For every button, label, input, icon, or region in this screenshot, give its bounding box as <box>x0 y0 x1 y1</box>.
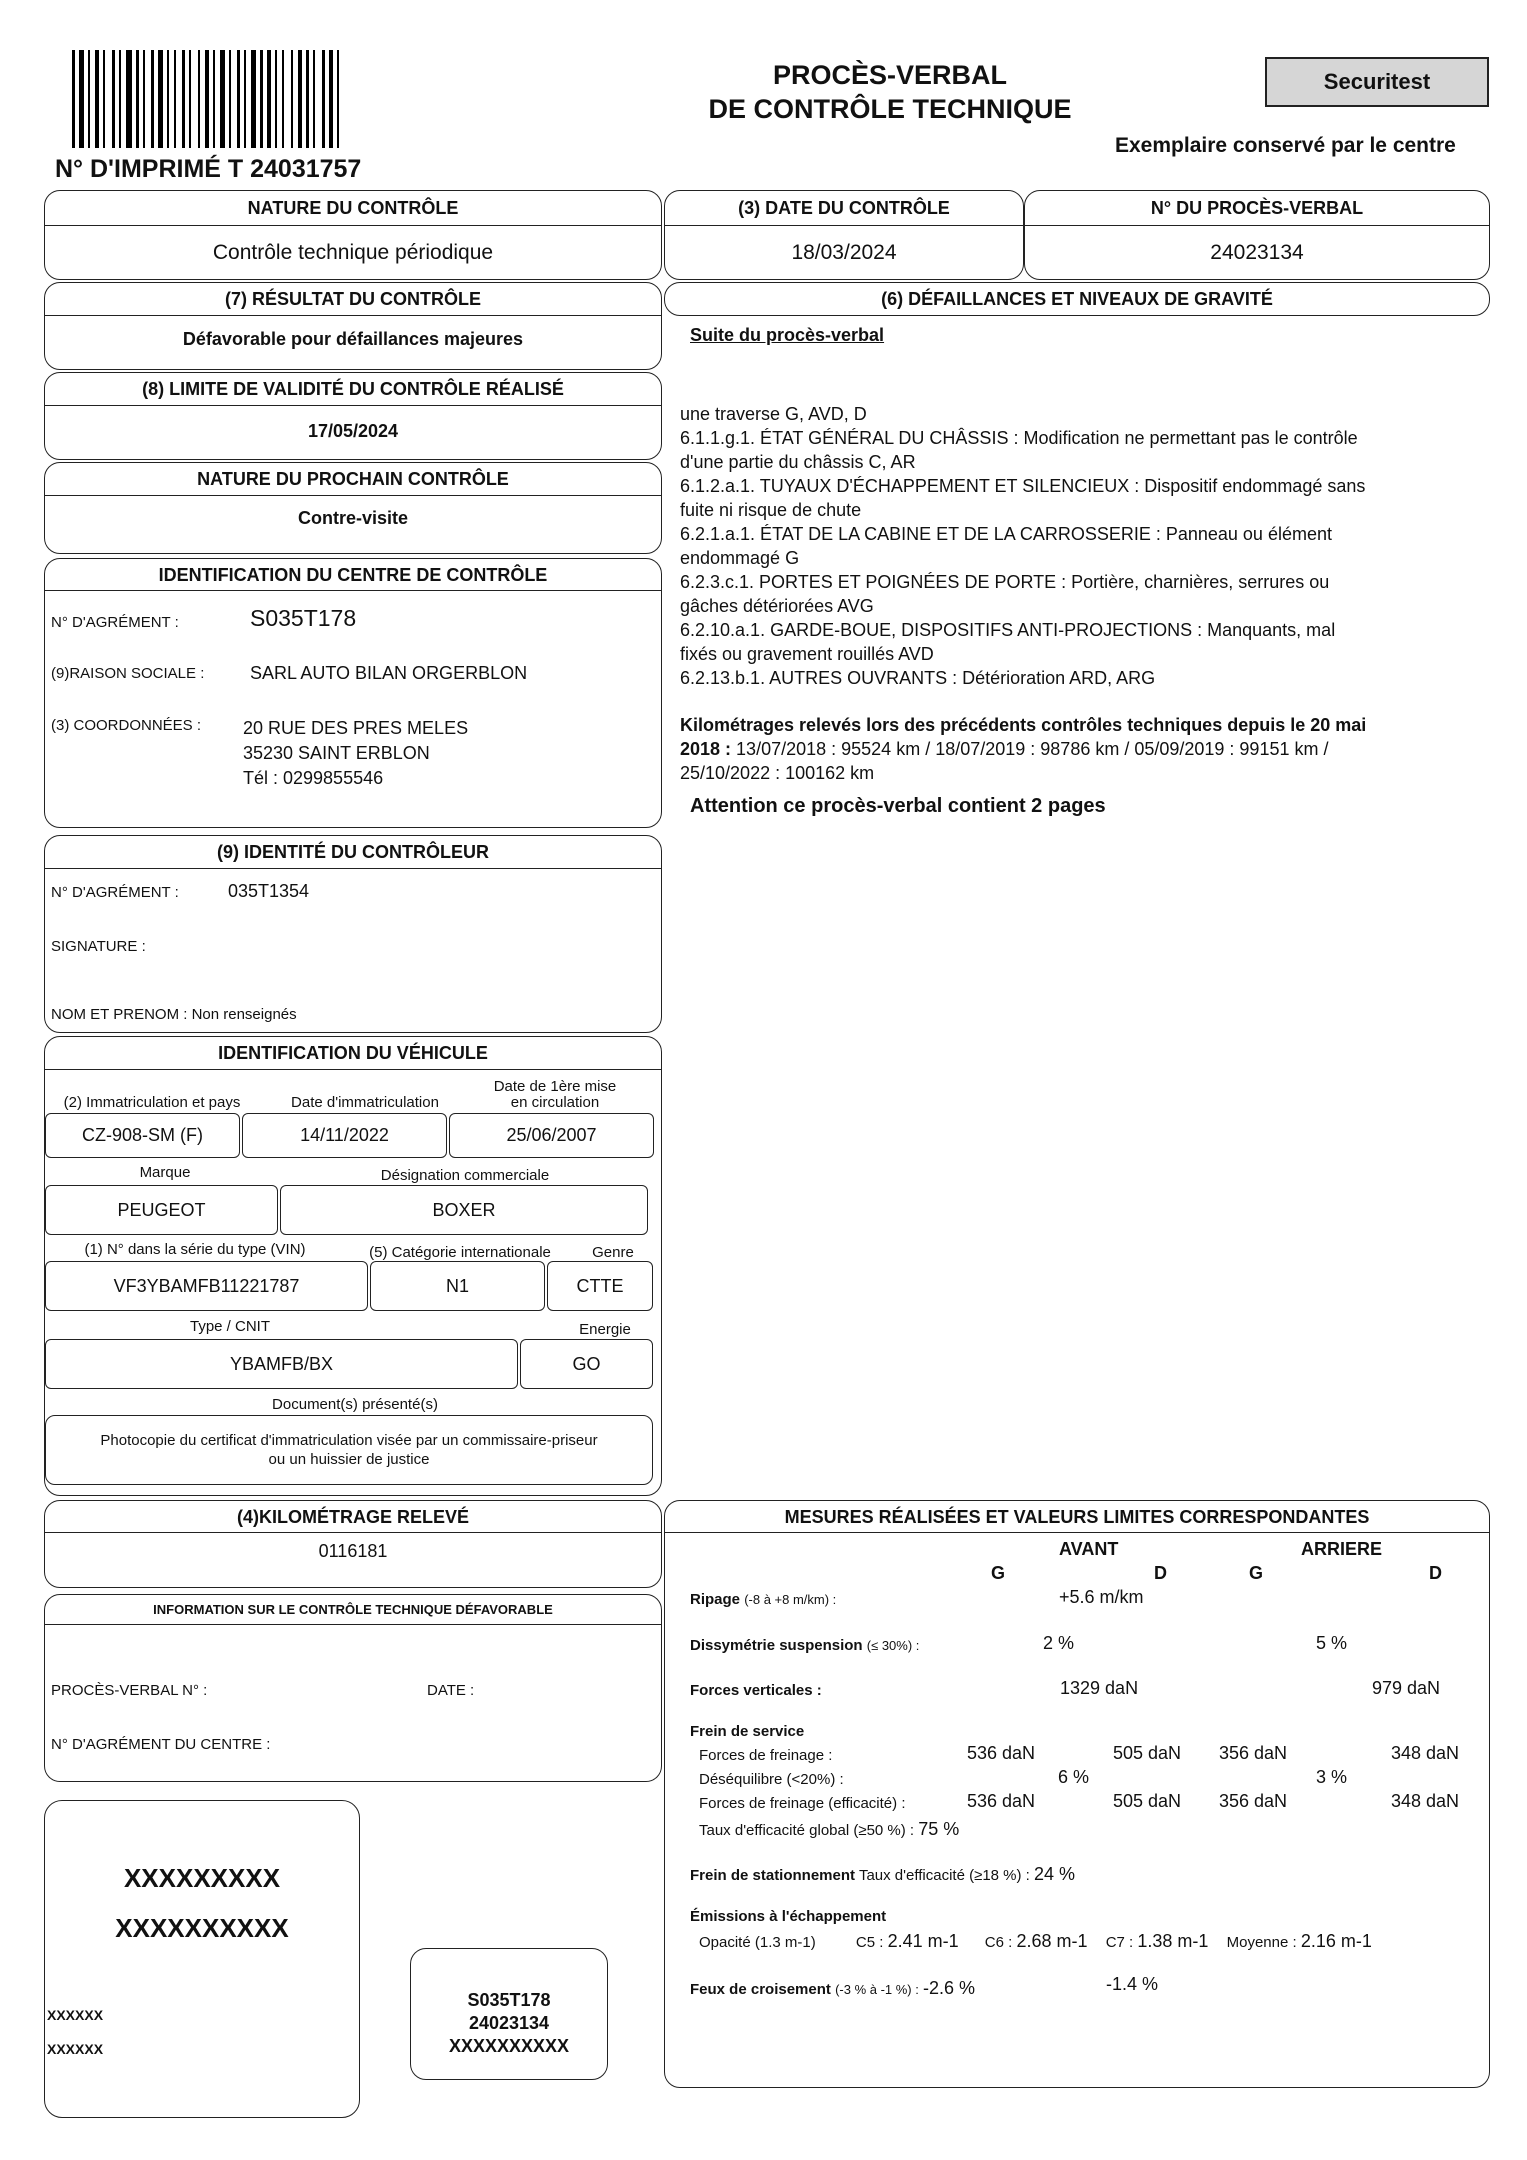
km-history-title: Kilométrages relevés lors des précédents contrôles techniques depuis le 20 mai <box>680 715 1367 735</box>
barcode-bar <box>237 50 240 148</box>
vignette-line-4: XXXXXX <box>47 2041 104 2057</box>
c7-value: 1.38 m-1 <box>1137 1931 1209 1951</box>
barcode-bar <box>182 50 185 148</box>
km-history <box>680 713 1490 785</box>
immat-value: CZ-908-SM (F) <box>45 1113 240 1158</box>
date-controle-value: 18/03/2024 <box>791 241 897 264</box>
documents-line-2: ou un huissier de justice <box>268 1451 430 1468</box>
info-agrement-label: N° D'AGRÉMENT DU CENTRE : <box>51 1736 271 1753</box>
barcode-bar <box>95 50 99 148</box>
limite-header: (8) LIMITE DE VALIDITÉ DU CONTRÔLE RÉALISÉ <box>45 373 661 406</box>
coord-line-2: 35230 SAINT ERBLON <box>243 743 430 763</box>
categorie-value: N1 <box>370 1261 545 1311</box>
defaillance-line: 6.2.10.a.1. GARDE-BOUE, DISPOSITIFS ANTI-PROJECTIONS : Manquants, mal <box>680 620 1336 640</box>
forces-verticales-avant: 1329 daN <box>1060 1678 1139 1698</box>
defaillance-line: 6.2.3.c.1. PORTES ET POIGNÉES DE PORTE : Portière, charnières, serrures ou <box>680 572 1330 592</box>
taux-global-label: Taux d'efficacité global (≥50 %) : <box>699 1822 915 1839</box>
taux-global-row <box>699 1819 959 1840</box>
controleur-header: (9) IDENTITÉ DU CONTRÔLEUR <box>45 836 661 869</box>
controleur-box <box>44 835 662 1033</box>
frein-service-label: Frein de service <box>690 1723 805 1740</box>
desequilibre-arriere: 3 % <box>1316 1767 1348 1787</box>
barcode-bar <box>205 50 209 148</box>
forces-verticales-label: Forces verticales : <box>690 1682 822 1699</box>
frein-stationnement-row <box>690 1864 1075 1885</box>
km-history-values: 13/07/2018 : 95524 km / 18/07/2019 : 98786 km / 05/09/2019 : 99151 km / <box>731 739 1329 759</box>
kilometrage-header: (4)KILOMÉTRAGE RELEVÉ <box>45 1501 661 1533</box>
nature-controle-value: Contrôle technique périodique <box>212 241 494 264</box>
arriere-g-label: G <box>1249 1563 1264 1583</box>
num-pv-value: 24023134 <box>1210 241 1304 264</box>
vehicule-header: IDENTIFICATION DU VÉHICULE <box>45 1037 661 1070</box>
date-mec-label-2: en circulation <box>510 1094 600 1111</box>
barcode-bar <box>72 50 75 148</box>
opacite-row <box>699 1931 1372 1952</box>
info-pv-label: PROCÈS-VERBAL N° : <box>51 1682 208 1699</box>
c5-value: 2.41 m-1 <box>887 1931 959 1951</box>
nature-controle-header: NATURE DU CONTRÔLE <box>45 191 661 226</box>
vin-label: (1) N° dans la série du type (VIN) <box>84 1241 306 1258</box>
limite-value: 17/05/2024 <box>307 421 399 441</box>
defaillance-line: 6.2.13.b.1. AUTRES OUVRANTS : Détérioration ARD, ARG <box>680 668 1156 688</box>
barcode-bar <box>167 50 169 148</box>
centre-raison-label: (9)RAISON SOCIALE : <box>51 665 205 682</box>
centre-header: IDENTIFICATION DU CENTRE DE CONTRÔLE <box>45 559 661 591</box>
barcode-bar <box>306 50 309 148</box>
centre-agrement-label: N° D'AGRÉMENT : <box>51 614 179 631</box>
ff-arriere-d: 348 daN <box>1391 1743 1460 1763</box>
vin-value: VF3YBAMFB11221787 <box>45 1261 368 1311</box>
dissym-limit: (≤ 30%) : <box>866 1638 920 1653</box>
immat-label: (2) Immatriculation et pays <box>63 1094 241 1111</box>
forces-freinage-label: Forces de freinage : <box>699 1747 833 1764</box>
c5-label: C5 : <box>855 1934 884 1951</box>
forces-verticales-arriere: 979 daN <box>1372 1678 1441 1698</box>
moyenne-label: Moyenne : <box>1226 1934 1297 1951</box>
date-immat-label: Date d'immatriculation <box>291 1094 439 1111</box>
designation-label: Désignation commerciale <box>380 1167 550 1184</box>
stamp-box <box>410 1948 608 2080</box>
resultat-value: Défavorable pour défaillances majeures <box>182 329 524 349</box>
arriere-label: ARRIERE <box>1301 1539 1383 1559</box>
vignette-line-2: XXXXXXXXXX <box>115 1913 289 1943</box>
feux-gauche: -2.6 % <box>923 1978 976 1998</box>
marque-label: Marque <box>139 1164 191 1181</box>
km-history-year: 2018 : <box>680 739 732 759</box>
exemplaire-note: Exemplaire conservé par le centre <box>1115 134 1456 157</box>
imprime-number: N° D'IMPRIMÉ T 24031757 <box>55 155 362 183</box>
desequilibre-avant: 6 % <box>1058 1767 1090 1787</box>
barcode-bar <box>313 50 315 148</box>
desequilibre-label: Déséquilibre (<20%) : <box>699 1771 844 1788</box>
barcode-bar <box>136 50 139 148</box>
c6-value: 2.68 m-1 <box>1016 1931 1088 1951</box>
defaillances-header-box <box>664 282 1490 316</box>
title-line-2: DE CONTRÔLE TECHNIQUE <box>708 94 1072 124</box>
barcode-bar <box>126 50 132 148</box>
barcode-bar <box>298 50 302 148</box>
feux-limit: (-3 % à -1 %) : <box>835 1982 919 1997</box>
feux-row <box>690 1978 975 1999</box>
barcode-bar <box>112 50 115 148</box>
ripage-limit: (-8 à +8 m/km) : <box>744 1592 837 1607</box>
barcode-bar <box>229 50 231 148</box>
barcode-bar <box>151 50 154 148</box>
avant-d-label: D <box>1154 1563 1167 1583</box>
barcode-bar <box>158 50 163 148</box>
defaillances-header: (6) DÉFAILLANCES ET NIVEAUX DE GRAVITÉ <box>881 289 1273 309</box>
barcode-bar <box>143 50 145 148</box>
centre-coord-value <box>243 716 468 791</box>
type-value: YBAMFB/BX <box>45 1339 518 1389</box>
controleur-agrement-label: N° D'AGRÉMENT : <box>51 884 179 901</box>
barcode-bar <box>251 50 256 148</box>
categorie-label: (5) Catégorie internationale <box>369 1244 551 1261</box>
centre-raison-value: SARL AUTO BILAN ORGERBLON <box>250 663 528 683</box>
barcode-bar <box>119 50 121 148</box>
opacite-label: Opacité (1.3 m-1) <box>699 1934 816 1951</box>
resultat-box <box>44 282 662 370</box>
ripage-row <box>690 1591 836 1608</box>
documents-line-1: Photocopie du certificat d'immatriculation visée par un commissaire-priseur <box>100 1432 598 1449</box>
ff-avant-g: 536 daN <box>967 1743 1036 1763</box>
frein-stationnement-value: 24 % <box>1034 1864 1076 1884</box>
barcode <box>72 50 522 150</box>
attention-pages: Attention ce procès-verbal contient 2 pages <box>690 795 1106 817</box>
documents-value <box>45 1415 653 1485</box>
barcode-bar <box>322 50 325 148</box>
info-defavorable-header: INFORMATION SUR LE CONTRÔLE TECHNIQUE DÉFAVORABLE <box>45 1595 661 1625</box>
fe-arriere-g: 356 daN <box>1219 1791 1288 1811</box>
barcode-bar <box>189 50 191 148</box>
dissym-avant: 2 % <box>1043 1633 1075 1653</box>
fe-arriere-d: 348 daN <box>1391 1791 1460 1811</box>
prochain-header: NATURE DU PROCHAIN CONTRÔLE <box>45 463 661 496</box>
date-mec-label <box>465 1079 645 1111</box>
energie-value: GO <box>520 1339 653 1389</box>
ff-arriere-g: 356 daN <box>1219 1743 1288 1763</box>
genre-label: Genre <box>592 1244 634 1261</box>
forces-efficacite-label: Forces de freinage (efficacité) : <box>699 1795 906 1812</box>
date-mec-label-1: Date de 1ère mise <box>493 1078 617 1095</box>
barcode-bar <box>260 50 263 148</box>
barcode-bar <box>79 50 84 148</box>
barcode-bar <box>88 50 90 148</box>
km-history-values-2: 25/10/2022 : 100162 km <box>680 763 875 783</box>
barcode-bar <box>174 50 176 148</box>
suite-pv-label: Suite du procès-verbal <box>690 325 885 345</box>
type-label: Type / CNIT <box>189 1318 271 1335</box>
barcode-bar <box>329 50 333 148</box>
prochain-value: Contre-visite <box>297 508 409 528</box>
frein-stationnement-limit: Taux d'efficacité (≥18 %) : <box>858 1867 1030 1884</box>
limite-box <box>44 372 662 460</box>
stamp-line-3: XXXXXXXXXX <box>448 2036 570 2056</box>
prochain-box <box>44 462 662 554</box>
dissym-arriere: 5 % <box>1316 1633 1348 1653</box>
defaillance-line: fuite ni risque de chute <box>680 500 862 520</box>
arriere-d-label: D <box>1429 1563 1442 1583</box>
feux-label: Feux de croisement <box>690 1981 831 1998</box>
defaillance-line: 6.2.1.a.1. ÉTAT DE LA CABINE ET DE LA CARROSSERIE : Panneau ou élément <box>680 524 1332 544</box>
ff-avant-d: 505 daN <box>1113 1743 1182 1763</box>
avant-g-label: G <box>991 1563 1006 1583</box>
vehicule-box <box>44 1036 662 1496</box>
nature-controle-box <box>44 190 662 280</box>
c6-label: C6 : <box>984 1934 1013 1951</box>
feux-droite: -1.4 % <box>1106 1974 1159 1994</box>
mesures-box <box>664 1500 1490 2088</box>
emissions-label: Émissions à l'échappement <box>690 1908 887 1925</box>
barcode-bar <box>282 50 284 148</box>
ripage-label: Ripage <box>690 1591 741 1608</box>
num-pv-box <box>1024 190 1490 280</box>
vignette-line-1: XXXXXXXXX <box>123 1863 281 1893</box>
ripage-value: +5.6 m/km <box>1059 1587 1144 1607</box>
date-controle-box <box>664 190 1024 280</box>
designation-value: BOXER <box>280 1185 648 1235</box>
controleur-agrement-value: 035T1354 <box>228 881 310 901</box>
vignette-box <box>44 1800 360 2118</box>
kilometrage-value: 0116181 <box>318 1541 388 1561</box>
date-controle-header: (3) DATE DU CONTRÔLE <box>665 191 1023 226</box>
coord-line-3: Tél : 0299855546 <box>243 768 384 788</box>
dissym-label: Dissymétrie suspension <box>690 1637 863 1654</box>
signature-label: SIGNATURE : <box>51 938 146 955</box>
centre-box <box>44 558 662 828</box>
barcode-bar <box>213 50 215 148</box>
avant-label: AVANT <box>1059 1539 1119 1559</box>
centre-agrement-value: S035T178 <box>250 605 357 631</box>
defaillances-list <box>680 402 1480 690</box>
barcode-bar <box>244 50 246 148</box>
stamp-line-2: 24023134 <box>468 2013 550 2033</box>
brand-box: Securitest <box>1265 57 1489 107</box>
stamp-line-1: S035T178 <box>467 1990 551 2010</box>
barcode-bar <box>291 50 293 148</box>
barcode-bar <box>220 50 225 148</box>
coord-line-1: 20 RUE DES PRES MELES <box>243 718 469 738</box>
barcode-bar <box>337 50 339 148</box>
defaillance-line: gâches détériorées AVG <box>680 596 874 616</box>
defaillance-line: fixés ou gravement rouillés AVD <box>680 644 934 664</box>
mesures-header: MESURES RÉALISÉES ET VALEURS LIMITES CORRESPONDANTES <box>665 1501 1489 1533</box>
energie-label: Energie <box>579 1321 631 1338</box>
date-mec-value: 25/06/2007 <box>449 1113 654 1158</box>
barcode-bar <box>267 50 271 148</box>
title-line-1: PROCÈS-VERBAL <box>772 60 1008 90</box>
stamp-text <box>411 1989 607 2058</box>
barcode-bar <box>198 50 200 148</box>
defaillance-line: endommagé G <box>680 548 800 568</box>
vignette-line-3: XXXXXX <box>47 2007 104 2023</box>
taux-global-value: 75 % <box>918 1819 960 1839</box>
defaillance-line: 6.1.1.g.1. ÉTAT GÉNÉRAL DU CHÂSSIS : Modification ne permettant pas le contrôle <box>680 428 1358 448</box>
fe-avant-g: 536 daN <box>967 1791 1036 1811</box>
defaillance-line: une traverse G, AVD, D <box>680 404 867 424</box>
defaillance-line: d'une partie du châssis C, AR <box>680 452 916 472</box>
date-immat-value: 14/11/2022 <box>242 1113 447 1158</box>
num-pv-header: N° DU PROCÈS-VERBAL <box>1025 191 1489 226</box>
barcode-bar <box>103 50 105 148</box>
fe-avant-d: 505 daN <box>1113 1791 1182 1811</box>
marque-value: PEUGEOT <box>45 1185 278 1235</box>
documents-label: Document(s) présenté(s) <box>272 1396 438 1413</box>
c7-label: C7 : <box>1105 1934 1134 1951</box>
nom-prenom-label: NOM ET PRENOM : Non renseignés <box>51 1006 297 1023</box>
barcode-bar <box>275 50 277 148</box>
centre-coord-label: (3) COORDONNÉES : <box>51 717 202 734</box>
info-defavorable-box <box>44 1594 662 1782</box>
kilometrage-box <box>44 1500 662 1588</box>
moyenne-value: 2.16 m-1 <box>1300 1931 1372 1951</box>
document-title <box>660 58 1120 126</box>
info-date-label: DATE : <box>427 1682 475 1699</box>
genre-value: CTTE <box>547 1261 653 1311</box>
resultat-header: (7) RÉSULTAT DU CONTRÔLE <box>45 283 661 316</box>
defaillance-line: 6.1.2.a.1. TUYAUX D'ÉCHAPPEMENT ET SILENCIEUX : Dispositif endommagé sans <box>680 476 1366 496</box>
frein-stationnement-label: Frein de stationnement <box>690 1867 856 1884</box>
dissym-row <box>690 1637 919 1654</box>
